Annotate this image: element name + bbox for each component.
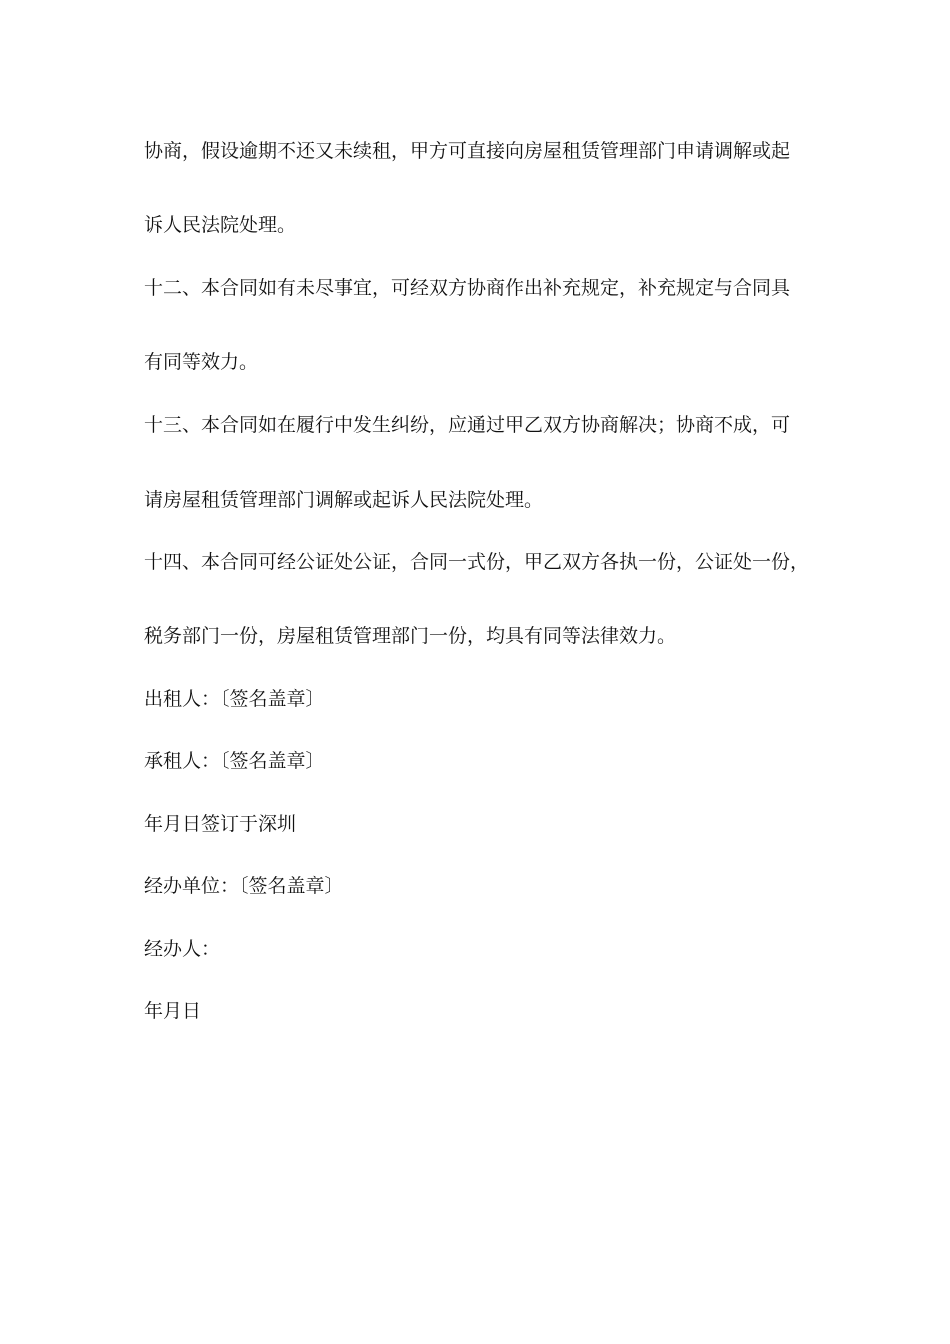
clause-14: 十四、本合同可经公证处公证，合同一式份，甲乙双方各执一份，公证处一份， — [144, 551, 810, 573]
clause-13-end: 请房屋租赁管理部门调解或起诉人民法院处理。 — [144, 489, 544, 511]
clause-14-end: 税务部门一份，房屋租赁管理部门一份，均具有同等法律效力。 — [144, 625, 677, 647]
agency-signature-line: 经办单位：〔签名盖章〕 — [144, 875, 344, 897]
lessor-signature-line: 出租人：〔签名盖章〕 — [144, 688, 325, 710]
clause-12-end: 有同等效力。 — [144, 351, 259, 373]
lessee-signature-line: 承租人：〔签名盖章〕 — [144, 750, 325, 772]
signing-date-place: 年月日签订于深圳 — [144, 813, 297, 835]
clause-11-continued: 协商，假设逾期不还又未续租，甲方可直接向房屋租赁管理部门申请调解或起 — [144, 140, 791, 162]
clause-12: 十二、本合同如有未尽事宜，可经双方协商作出补充规定，补充规定与合同具 — [144, 277, 791, 299]
final-date-line: 年月日 — [144, 1000, 202, 1022]
clause-11-end: 诉人民法院处理。 — [144, 214, 297, 236]
clause-13: 十三、本合同如在履行中发生纠纷，应通过甲乙双方协商解决；协商不成，可 — [144, 414, 791, 436]
agent-line: 经办人： — [144, 938, 221, 960]
